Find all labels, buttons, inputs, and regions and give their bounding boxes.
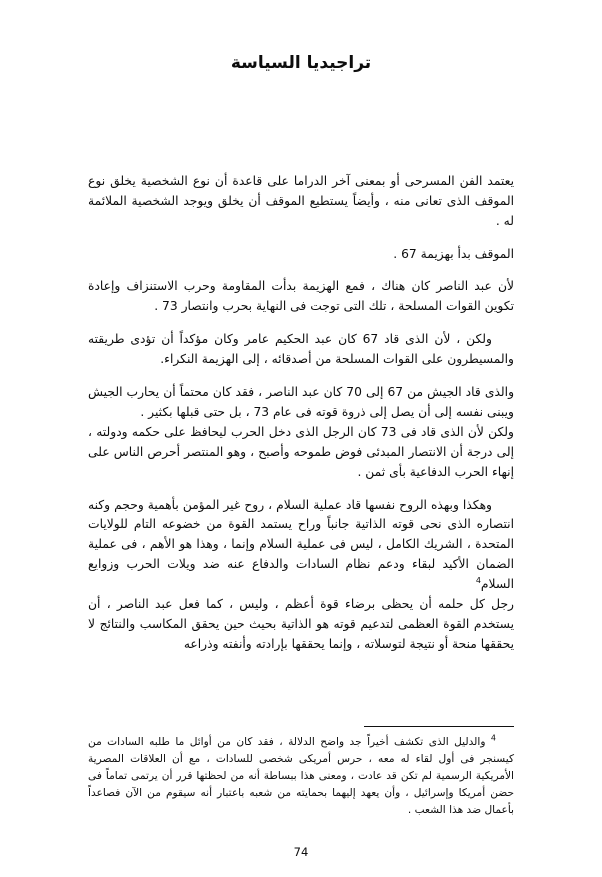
paragraph-7-text: وهكذا وبهذه الروح نفسها قاد عملية السلام ، روح غير المؤمن بأهمية وحجم وكنه انتصاره الذى نحى قوته الذاتية جانباً وراح يستمد القوة من خضوعه التام للولايات المتحدة ، الشريك الكامل ، ليس فى عملية السلام وإنما ، وهذا هو الأهم ، فى عملية الضمان الأكيد لبقاء ودعم نظام السادات والدفاع عنه ضد ويلات الحرب وزوايع السلام [88, 497, 514, 592]
page-title: تراجيديا السياسة [230, 53, 372, 73]
paragraph-1: يعتمد الفن المسرحى أو بمعنى آخر الدراما على قاعدة أن نوع الشخصية يخلق نوع الموقف الذى تعانى منه ، وأيضاً يستطيع الموقف أن يخلق ويوجد الشخصية الملائمة له . [88, 173, 514, 228]
paragraph-6: ولكن لأن الذى قاد فى 73 كان الرجل الذى دخل الحرب ليحافظ على حكمه ودولته ، إلى درجة أن الانتصار المبدئى فوض طموحه وأصبح ، وهو المنتصر أحرص الناس على إنهاء الحرب الدفاعية بأى ثمن . [88, 424, 514, 479]
footnote-number-icon: 4 [490, 733, 497, 743]
paragraph-3: لأن عبد الناصر كان هناك ، فمع الهزيمة بدأت المقاومة وحرب الاستنزاف وإعادة تكوين القوات المسلحة ، تلك التى توجت فى النهاية بحرب وانتصار 73 . [88, 279, 514, 314]
footnote-marker: 4 [475, 576, 481, 586]
paragraph-5: والذى قاد الجيش من 67 إلى 70 كان عبد الناصر ، فقد كان محتماً أن يحارب الجيش ويبنى نفسه إلى أن يصل إلى ذروة قوته فى عام 73 ، بل حتى قبلها بكثير . [88, 385, 515, 419]
paragraph-7 [88, 496, 514, 596]
paragraph-4: ولكن ، لأن الذى قاد 67 كان عبد الحكيم عامر وكان مؤكداً أن تؤدى طريقته والمسيطرون على القوات المسلحة من أصدقائه ، إلى الهزيمة النكراء. [88, 332, 514, 367]
footnote-text [88, 734, 514, 819]
paragraph-8: رجل كل حلمه أن يحظى برضاء قوة أعظم ، وليس ، كما فعل عبد الناصر ، أن يستخدم القوة العظمى لتدعيم قوته هو الذاتية بحيث حين يحقق المكاسب والنتائج لا يحققها منحة أو نتيجة لتوسلاته ، وإنما يحققها بإرادته وأنفته وذراعه [88, 597, 514, 651]
page-content [88, 52, 514, 668]
body-text [88, 172, 514, 655]
footnote-section [88, 726, 514, 819]
footnote-body: والدليل الذى تكشف أخيراً جد واضح الدلالة ، فقد كان من أوائل ما طلبه السادات من كيسنجر فى أول لقاء له معه ، حرس أمريكى شخصى للسادات ، مع أن العلاقات المصرية الأمريكية الرسمية لم تكن قد عادت ، ومعنى هذا ببساطة أنه من لحظتها قرر أن يرتمى تماماً فى حضن أمريكا وإسرائيل ، وأن يعهد إليهما بحمايته من شعبه باعتبار أنه سيقوم من الآن فصاعداً بأعمال ضد هذا الشعب . [88, 736, 514, 816]
page-number: 74 [293, 845, 309, 859]
footnote-divider [364, 726, 514, 727]
paragraph-2: الموقف بدأ بهزيمة 67 . [393, 246, 514, 261]
